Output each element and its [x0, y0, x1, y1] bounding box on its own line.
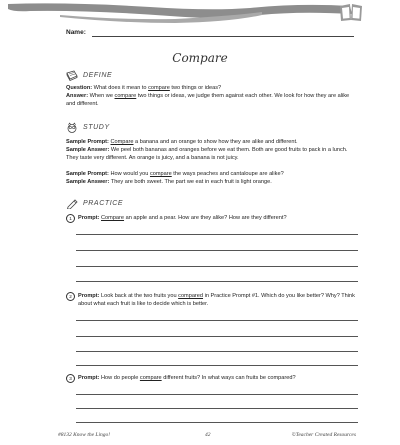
- define-question: [66, 84, 356, 92]
- book-icon: [66, 70, 78, 81]
- prompt-number-2: 2: [66, 292, 75, 301]
- prompt-1-label: Prompt:: [78, 215, 100, 221]
- answer-line[interactable]: [76, 408, 358, 409]
- question-keyword: compare: [148, 85, 170, 91]
- sample-answer-1-text: We peel both bananas and oranges before we eat them. Both are good fruits to pack in a lunch. They taste very different. An orange is juicy, and a banana is not juicy.: [66, 147, 348, 161]
- footer-left: #8132 Know the Lingo!: [58, 432, 111, 438]
- sample-answer-2-text: They are both sweet. The part we eat in each fruit is light orange.: [110, 179, 272, 185]
- answer-line[interactable]: [76, 336, 358, 337]
- answer-line[interactable]: [76, 234, 358, 235]
- question-text-1: What does it mean to: [93, 85, 149, 91]
- prompt-1-post: an apple and a pear. How are they alike? How are they different?: [124, 215, 287, 221]
- answer-text-1: When we: [89, 93, 115, 99]
- define-label: DEFINE: [83, 72, 113, 79]
- define-answer: [66, 92, 356, 108]
- prompt-3-label: Prompt:: [78, 375, 100, 381]
- sample-answer-1-label: Sample Answer:: [66, 147, 110, 153]
- prompt-3-pre: How do people: [101, 375, 140, 381]
- name-row: [66, 28, 354, 40]
- practice-label: PRACTICE: [83, 200, 124, 207]
- study-answer-1: [66, 146, 356, 162]
- sample-answer-2-label: Sample Answer:: [66, 179, 110, 185]
- sample-prompt-1-text: a banana and an orange to show how they are alike and different.: [133, 139, 298, 145]
- prompt-text-2: [78, 292, 356, 308]
- study-answer-2: [66, 178, 356, 186]
- sample-prompt-2-text-2: the ways peaches and cantaloupe are alike?: [171, 171, 284, 177]
- answer-line[interactable]: [76, 320, 358, 321]
- prompt-text-3: [78, 374, 356, 382]
- question-text-2: two things or ideas?: [169, 85, 222, 91]
- prompt-text-1: [78, 214, 356, 222]
- answer-line[interactable]: [76, 365, 358, 366]
- open-book-icon: [338, 1, 364, 23]
- prompt-number-3: 3: [66, 374, 75, 383]
- answer-line[interactable]: [76, 422, 358, 423]
- sample-prompt-2-label: Sample Prompt:: [66, 171, 109, 177]
- answer-text-2: two things or ideas, we judge them against each other. We look for how they are alike and different.: [66, 93, 350, 107]
- sample-prompt-1-keyword: Compare: [110, 139, 134, 145]
- name-line[interactable]: [92, 36, 354, 37]
- prompt-3-keyword: compare: [139, 375, 162, 381]
- sample-prompt-2-keyword: compare: [149, 171, 172, 177]
- sample-prompt-1-label: Sample Prompt:: [66, 139, 109, 145]
- prompt-2-pre: Look back at the two fruits you: [101, 293, 179, 299]
- prompt-1-keyword: Compare: [101, 215, 125, 221]
- page-title: Compare: [172, 51, 228, 65]
- answer-label: Answer:: [66, 93, 89, 99]
- prompt-number-1: 1: [66, 214, 75, 223]
- answer-keyword: compare: [114, 93, 137, 99]
- answer-line[interactable]: [76, 351, 358, 352]
- prompt-2-keyword: compared: [178, 293, 204, 299]
- page-footer: [0, 432, 400, 442]
- prompt-2-post: in Practice Prompt #1. Which do you like better? Why? Think about what each fruit is like to decide which is better.: [78, 293, 355, 307]
- answer-line[interactable]: [76, 281, 358, 282]
- prompt-3-post: different fruits? In what ways can fruits be compared?: [161, 375, 296, 381]
- study-prompt-1: [66, 138, 356, 146]
- answer-line[interactable]: [76, 250, 358, 251]
- question-label: Question:: [66, 85, 93, 91]
- page-number: 42: [205, 432, 211, 438]
- study-prompt-2: [66, 170, 356, 178]
- study-label: STUDY: [83, 124, 110, 131]
- prompt-2-label: Prompt:: [78, 293, 100, 299]
- sample-prompt-2-text-1: How would you: [110, 171, 150, 177]
- pencil-icon: [66, 198, 78, 209]
- answer-line[interactable]: [76, 266, 358, 267]
- name-label: Name:: [66, 29, 86, 36]
- footer-right: ©Teacher Created Resources: [291, 432, 356, 438]
- answer-line[interactable]: [76, 394, 358, 395]
- owl-icon: [66, 122, 78, 133]
